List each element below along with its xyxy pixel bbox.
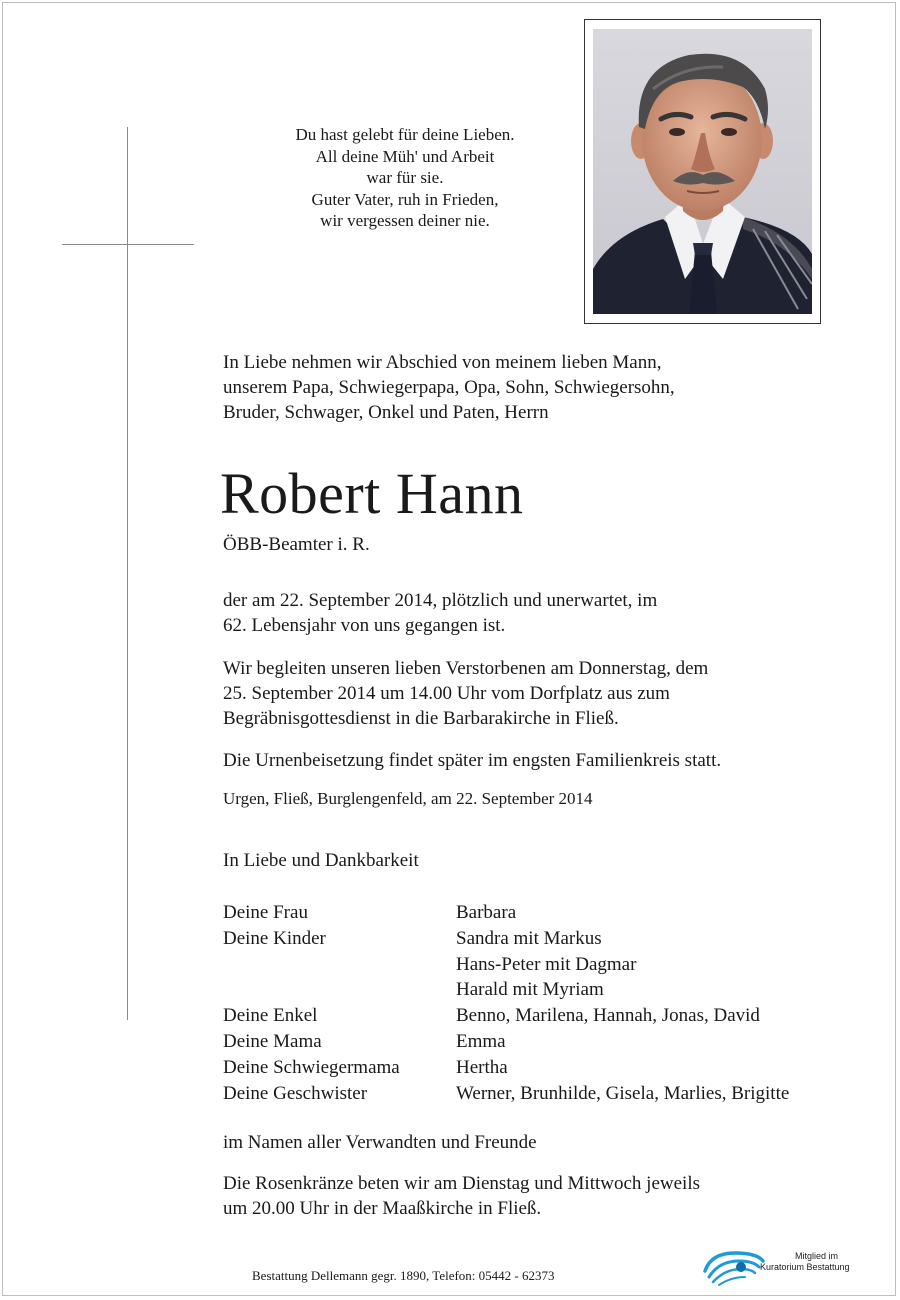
family-names: Barbara <box>456 902 517 923</box>
poem-line: war für sie. <box>366 168 444 187</box>
family-row <box>223 1081 789 1107</box>
membership-line: Mitglied im <box>794 1251 838 1261</box>
thanks-line: In Liebe und Dankbarkeit <box>223 850 419 871</box>
family-list <box>223 900 789 1106</box>
family-row <box>223 1003 789 1029</box>
family-relation: Deine Mama <box>223 1030 322 1052</box>
funeral-info <box>223 656 708 731</box>
family-names: Benno, Marilena, Hannah, Jonas, David <box>456 1005 760 1027</box>
urn-burial-notice: Die Urnenbeisetzung findet später im engsten Familienkreis statt. <box>223 750 722 771</box>
family-row <box>223 1055 789 1081</box>
death-notice <box>223 588 657 638</box>
poem-line: wir vergessen deiner nie. <box>320 211 490 230</box>
intro-line: unserem Papa, Schwiegerpapa, Opa, Sohn, Schwiegersohn, <box>223 377 675 398</box>
family-names: Harald mit Myriam <box>456 979 604 1001</box>
death-notice-line: 62. Lebensjahr von uns gegangen ist. <box>223 615 506 636</box>
family-row <box>223 1029 789 1055</box>
death-notice-line: der am 22. September 2014, plötzlich und unerwartet, im <box>223 590 658 611</box>
family-names: Hans-Peter mit Dagmar <box>456 953 637 975</box>
rosary-line: um 20.00 Uhr in der Maaßkirche in Fließ. <box>223 1198 542 1219</box>
poem-line: All deine Müh' und Arbeit <box>315 146 495 166</box>
family-relation: Deine Schwiegermama <box>223 1056 400 1078</box>
farewell-intro <box>223 350 675 425</box>
poem-line: Guter Vater, ruh in Frieden, <box>311 189 499 209</box>
funeral-home-footer: Bestattung Dellemann gegr. 1890, Telefon: 05442 - 62373 <box>252 1268 555 1283</box>
family-relation <box>223 952 456 978</box>
cross-vertical-beam <box>127 127 128 1020</box>
portrait-frame <box>584 19 821 324</box>
deceased-name: Robert Hann <box>220 461 524 526</box>
family-relation: Deine Kinder <box>223 927 326 949</box>
funeral-line: Begräbnisgottesdienst in die Barbarakirche in Fließ. <box>223 708 619 729</box>
family-relation: Deine Frau <box>223 902 308 923</box>
rosary-notice <box>223 1171 700 1221</box>
family-row <box>223 977 789 1003</box>
family-row <box>223 900 789 926</box>
intro-line: In Liebe nehmen wir Abschied von meinem lieben Mann, <box>223 352 662 373</box>
rosary-line: Die Rosenkränze beten wir am Dienstag und Mittwoch jeweils <box>223 1173 700 1194</box>
family-relation: Deine Enkel <box>223 1005 318 1027</box>
portrait-illustration <box>593 29 812 314</box>
deceased-title: ÖBB-Beamter i. R. <box>223 534 370 555</box>
place-and-date: Urgen, Fließ, Burglengenfeld, am 22. September 2014 <box>223 789 593 808</box>
intro-line: Bruder, Schwager, Onkel und Paten, Herrn <box>223 402 549 423</box>
poem-line: Du hast gelebt für deine Lieben. <box>295 125 515 144</box>
family-names: Werner, Brunhilde, Gisela, Marlies, Brigitte <box>456 1082 790 1104</box>
memorial-poem <box>220 124 590 232</box>
funeral-line: 25. September 2014 um 14.00 Uhr vom Dorfplatz aus zum <box>223 683 670 704</box>
cross-horizontal-beam <box>62 244 194 245</box>
membership-line: Kuratorium Bestattung <box>760 1262 850 1272</box>
membership-label <box>760 1251 850 1273</box>
funeral-line: Wir begleiten unseren lieben Verstorbenen am Donnerstag, dem <box>223 658 709 679</box>
family-relation: Deine Geschwister <box>223 1082 368 1104</box>
on-behalf-line: im Namen aller Verwandten und Freunde <box>223 1132 537 1153</box>
family-names: Sandra mit Markus <box>456 927 602 949</box>
family-names: Hertha <box>456 1056 508 1078</box>
family-row <box>223 952 789 978</box>
family-row <box>223 926 789 952</box>
family-names: Emma <box>456 1030 506 1052</box>
portrait-photo <box>593 29 812 314</box>
family-relation <box>223 977 456 1003</box>
